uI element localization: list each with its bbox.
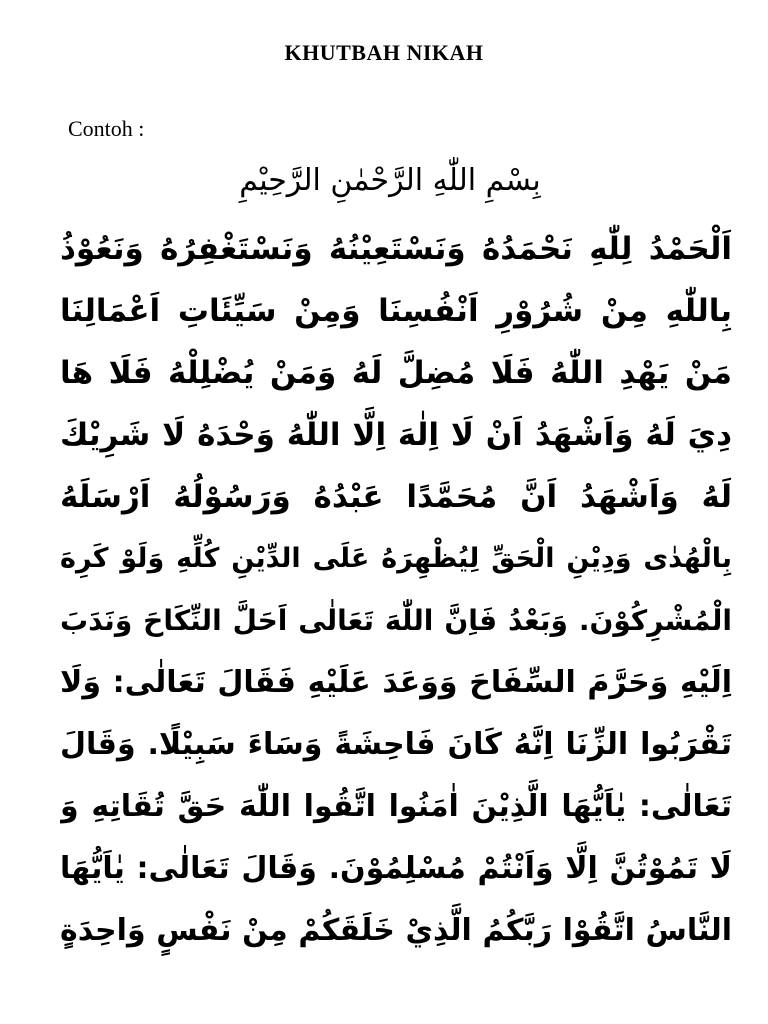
arabic-text-line: تَعَالٰى: يٰاَيُّهَا الَّذِيْنَ اٰمَنُوا اتَّقُوا اللّٰهَ حَقَّ تُقَاتِهِ وَ	[60, 789, 732, 824]
basmala-line: بِسْمِ اللّٰهِ الرَّحْمٰنِ الرَّحِيْمِ	[239, 163, 541, 198]
arabic-text-line: الْمُشْرِكُوْنَ. وَبَعْدُ فَاِنَّ اللّٰهَ تَعَالٰى اَحَلَّ النِّكَاحَ وَنَدَبَ	[60, 604, 732, 637]
arabic-text-line: اَلْحَمْدُ لِلّٰهِ نَحْمَدُهُ وَنَسْتَعِيْنُهُ وَنَسْتَغْفِرُهُ وَنَعُوْذُ	[60, 231, 732, 267]
arabic-text-line: دِيَ لَهُ وَاَشْهَدُ اَنْ لَا اِلٰهَ اِلَّا اللّٰهُ وَحْدَهُ لَا شَرِيْكَ	[60, 417, 732, 453]
arabic-text-line: النَّاسُ اتَّقُوْا رَبَّكُمُ الَّذِيْ خَلَقَكُمْ مِنْ نَفْسٍ وَاحِدَةٍ	[60, 913, 732, 948]
khutbah-text	[60, 218, 732, 962]
document-title: KHUTBAH NIKAH	[284, 40, 484, 65]
arabic-text-line: تَقْرَبُوا الزِّنَا اِنَّهُ كَانَ فَاحِشَةً وَسَاءَ سَبِيْلًا. وَقَالَ	[60, 727, 732, 762]
arabic-text-line: لَهُ وَاَشْهَدُ اَنَّ مُحَمَّدًا عَبْدُهُ وَرَسُوْلُهُ اَرْسَلَهُ	[60, 479, 732, 515]
arabic-text-line: مَنْ يَهْدِ اللّٰهُ فَلَا مُضِلَّ لَهُ وَمَنْ يُضْلِلْهُ فَلَا هَا	[60, 355, 732, 391]
arabic-text-line: لَا تَمُوْتُنَّ اِلَّا وَاَنْتُمْ مُسْلِمُوْنَ. وَقَالَ تَعَالٰى: يٰاَيُّهَا	[60, 851, 732, 886]
arabic-text-line: اِلَيْهِ وَحَرَّمَ السِّفَاحَ وَوَعَدَ عَلَيْهِ فَقَالَ تَعَالٰى: وَلَا	[60, 665, 732, 700]
arabic-text-line: بِاللّٰهِ مِنْ شُرُوْرِ اَنْفُسِنَا وَمِنْ سَيِّئَاتِ اَعْمَالِنَا	[60, 293, 732, 329]
example-label: Contoh :	[68, 116, 145, 141]
arabic-text-line: بِالْهُدٰى وَدِيْنِ الْحَقِّ لِيُظْهِرَهُ عَلَى الدِّيْنِ كُلِّهِ وَلَوْ كَرِهَ	[60, 543, 732, 574]
